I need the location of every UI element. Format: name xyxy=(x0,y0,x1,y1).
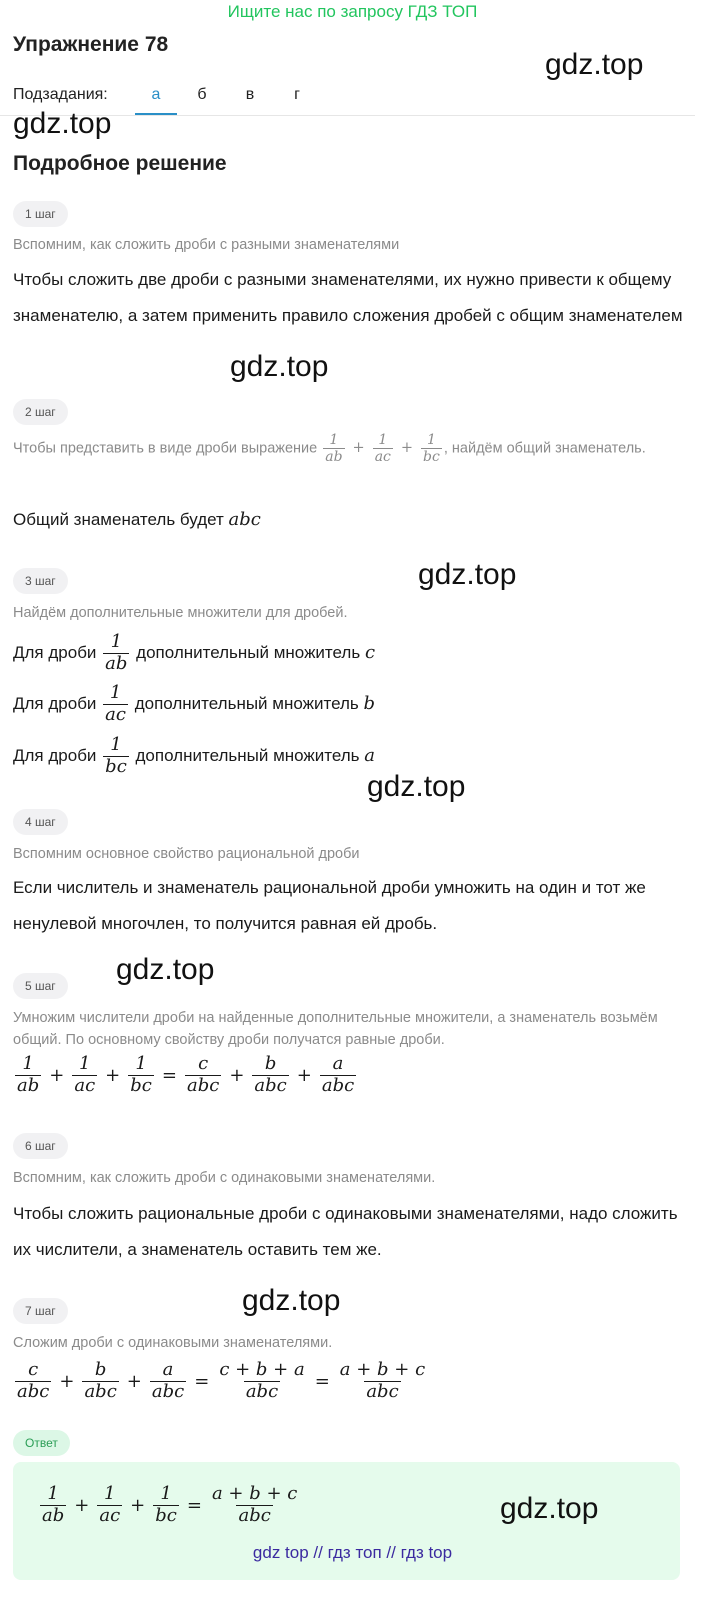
watermark: gdz.top xyxy=(367,770,466,803)
step-text: Чтобы сложить рациональные дроби с одинаковыми знаменателями, надо сложить их числители, а знаменатель оставить тем же. xyxy=(13,1204,678,1259)
step-badge: 6 шаг xyxy=(13,1133,68,1159)
equation: $\frac{1}{ab}$ + $\frac{1}{ac}$ + $\frac{1}{bc}$ = $\frac{c}{\text{abc}}$ + $\frac{b}{\text{abc}}$ + $\frac{a}{\text{abc}}$ xyxy=(17,1053,355,1096)
fraction: $\frac{a}{\text{abc}}$ xyxy=(151,1359,185,1402)
watermark: gdz.top xyxy=(500,1492,599,1525)
fraction: $\frac{c}{\text{abc}}$ xyxy=(186,1053,220,1096)
fraction: $\frac{c}{\text{abc}}$ xyxy=(17,1359,50,1402)
step-badge: 3 шаг xyxy=(13,568,68,594)
step-badge: 1 шаг xyxy=(13,201,68,227)
fraction: $\frac{1}{ac}$ xyxy=(99,1483,121,1526)
watermark: gdz.top xyxy=(230,350,329,383)
tab-g[interactable]: г xyxy=(294,86,300,103)
step-text: Чтобы сложить две дроби с разными знаменателями, их нужно привести к общему знаменателю, а затем применить правило сложения дробей с общим знаменателем xyxy=(13,270,683,325)
step-badge: 2 шаг xyxy=(13,399,68,425)
plus-sign: + xyxy=(352,440,365,457)
hint-suffix: , найдём общий знаменатель. xyxy=(443,440,646,457)
fraction: $\frac{b}{\text{abc}}$ xyxy=(254,1053,287,1096)
watermark: gdz.top xyxy=(418,558,517,591)
step-badge: 4 шаг xyxy=(13,809,68,835)
text-prefix: Общий знаменатель будет xyxy=(13,510,224,529)
step-badge: 7 шаг xyxy=(13,1298,68,1324)
hint-prefix: Чтобы представить в виде дроби выражение xyxy=(13,440,318,457)
step-line: Для дроби $\frac{1}{bc}$ дополнительный множитель a xyxy=(13,734,376,778)
answer-equation: $\frac{1}{ab}$ + $\frac{1}{ac}$ + $\frac{1}{bc}$ = $\frac{a + b + c}{\text{abc}}$ xyxy=(42,1483,298,1526)
subtasks-label: Подзадания: xyxy=(13,86,108,103)
tab-b[interactable]: б xyxy=(197,86,207,103)
step-hint: Сложим дроби с одинаковыми знаменателями. xyxy=(13,1335,333,1351)
fraction: $\frac{1}{bc}$ xyxy=(155,1483,177,1526)
step-text: Если числитель и знаменатель рациональной дроби умножить на один и тот же ненулевой многочлен, то получится равная ей дробь. xyxy=(13,878,646,933)
fraction: $\frac{a + b + c}{\text{abc}}$ xyxy=(211,1483,298,1526)
fraction: $\frac{1}{ab}$ xyxy=(325,432,343,466)
plus-sign: + xyxy=(400,440,414,457)
top-banner[interactable]: Ищите нас по запросу ГДЗ ТОП xyxy=(227,2,478,21)
fraction: $\frac{c + b + a}{\text{abc}}$ xyxy=(219,1359,305,1402)
fraction: $\frac{1}{bc}$ xyxy=(130,1053,152,1096)
fraction: $\frac{1}{bc}$ xyxy=(423,432,440,466)
step-line: Для дроби $\frac{1}{ac}$ дополнительный множитель b xyxy=(13,682,376,726)
equation: $\frac{c}{\text{abc}}$ + $\frac{b}{\text{abc}}$ + $\frac{a}{\text{abc}}$ = $\frac{c + b + a}{\text{abc}}$ = $\frac{a + b + c}{\text{abc}}$ xyxy=(17,1359,426,1402)
step-line: Для дроби $\frac{1}{ab}$ дополнительный множитель c xyxy=(13,631,376,675)
fraction: $\frac{b}{\text{abc}}$ xyxy=(84,1359,117,1402)
watermark: gdz.top xyxy=(13,107,112,140)
fraction: $\frac{1}{bc}$ xyxy=(105,734,127,778)
step-hint: Вспомним, как сложить дроби с разными знаменателями xyxy=(13,237,400,253)
step-hint xyxy=(13,432,693,465)
fraction: $\frac{1}{ac}$ xyxy=(105,682,126,726)
step-hint: Вспомним, как сложить дроби с одинаковыми знаменателями. xyxy=(13,1170,436,1186)
tab-a[interactable]: а xyxy=(151,86,161,103)
step-hint: Найдём дополнительные множители для дробей. xyxy=(13,605,348,621)
fraction: $\frac{1}{ab}$ xyxy=(17,1053,40,1096)
math-expression: abc xyxy=(228,509,261,530)
step-hint: Умножим числители дроби на найденные дополнительные множители, а знаменатель возьмём общий. По основному свойству дроби получатся равные дроби. xyxy=(13,1010,658,1048)
answer-badge: Ответ xyxy=(13,1430,70,1456)
step-hint: Вспомним основное свойство рациональной дроби xyxy=(13,846,360,862)
fraction: $\frac{1}{ac}$ xyxy=(74,1053,96,1096)
fraction: $\frac{1}{ab}$ xyxy=(42,1483,65,1526)
step-text xyxy=(13,502,693,538)
page-title: Упражнение 78 xyxy=(13,33,169,56)
tab-v[interactable]: в xyxy=(245,86,255,103)
step-badge: 5 шаг xyxy=(13,973,68,999)
watermark: gdz.top xyxy=(242,1284,341,1317)
fraction: $\frac{a + b + c}{\text{abc}}$ xyxy=(339,1359,426,1402)
watermark: gdz.top xyxy=(116,953,215,986)
fraction: $\frac{1}{ab}$ xyxy=(105,631,128,675)
footer-links[interactable]: gdz top // гдз топ // гдз top xyxy=(252,1543,453,1562)
fraction: $\frac{1}{ac}$ xyxy=(374,432,391,466)
solution-title: Подробное решение xyxy=(13,152,227,175)
fraction: $\frac{a}{\text{abc}}$ xyxy=(321,1053,355,1096)
watermark: gdz.top xyxy=(545,48,644,81)
